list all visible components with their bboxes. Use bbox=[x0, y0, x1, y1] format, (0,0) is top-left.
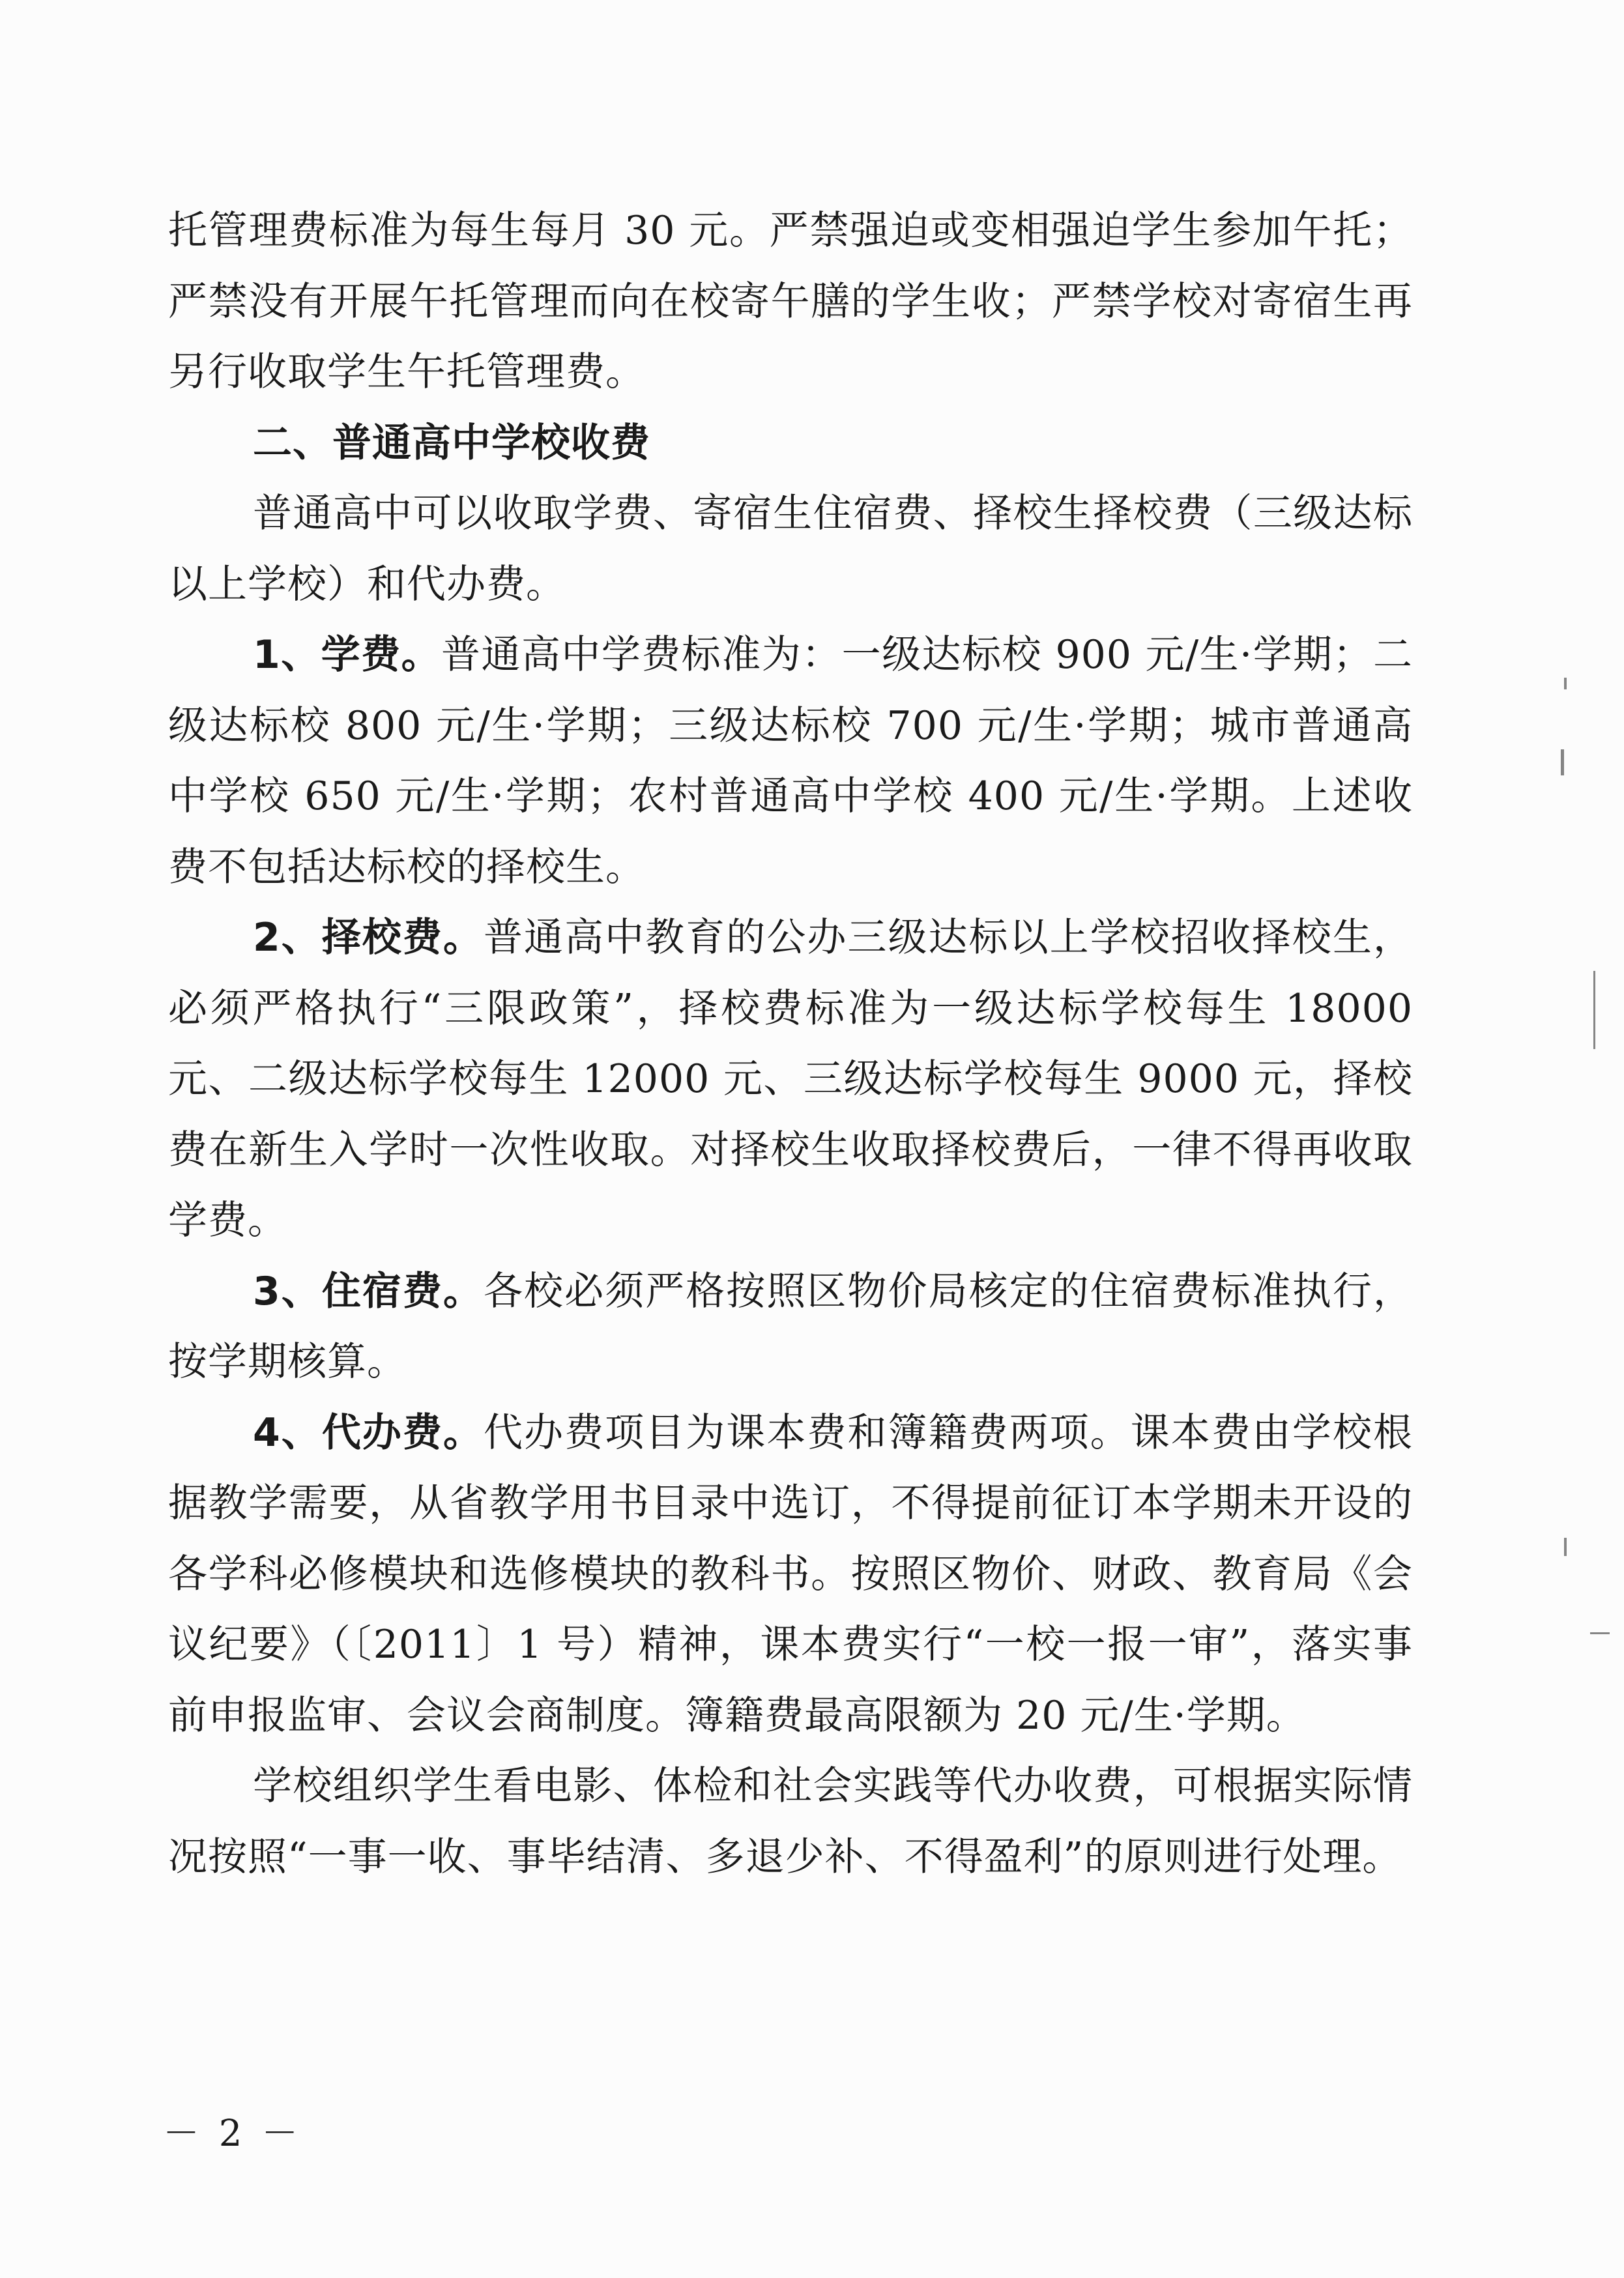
item-text: 普通高中教育的公办三级达标以上学校招收择校生，必须严格执行“三限政策”，择校费标准为一级达标学校每生 18000 元、二级达标学校每生 12000 元、三级达标学校每生 9000 元，择校费在新生入学时一次性收取。对择校生收取择校费后，一律不得再收取学费。 bbox=[168, 915, 1413, 1243]
item-lead: 2、择校费。 bbox=[253, 915, 484, 960]
paragraph-closing: 学校组织学生看电影、体检和社会实践等代办收费，可根据实际情况按照“一事一收、事毕结清、多退少补、不得盈利”的原则进行处理。 bbox=[168, 1763, 1413, 1880]
scan-mark bbox=[1590, 1632, 1610, 1634]
item-agency-fee bbox=[168, 1398, 1413, 1752]
scan-mark bbox=[1564, 1538, 1567, 1556]
item-text: 各校必须严格按照区物价局核定的住宿费标准执行，按学期核算。 bbox=[168, 1268, 1413, 1385]
item-text: 普通高中学费标准为：一级达标校 900 元/生·学期；二级达标校 800 元/生·学期；三级达标校 700 元/生·学期；城市普通高中学校 650 元/生·学期；农村普通高中学校 400 元/生·学期。上述收费不包括达标校的择校生。 bbox=[168, 632, 1414, 890]
item-school-choice-fee bbox=[168, 902, 1413, 1256]
item-lead: 3、住宿费。 bbox=[253, 1268, 484, 1314]
item-text: 代办费项目为课本费和簿籍费两项。课本费由学校根据教学需要，从省教学用书目录中选订，不得提前征订本学期未开设的各学科必修模块和选修模块的教科书。按照区物价、财政、教育局《会议纪要》（〔2011〕1 号）精神，课本费实行“一校一报一审”，落实事前申报监审、会议会商制度。簿籍费最高限额为 20 元/生·学期。 bbox=[168, 1409, 1413, 1738]
document-body bbox=[168, 195, 1413, 1892]
item-tuition bbox=[168, 620, 1413, 902]
paragraph-intro: 普通高中可以收取学费、寄宿生住宿费、择校生择校费（三级达标以上学校）和代办费。 bbox=[168, 491, 1413, 607]
page-number: － 2 － bbox=[163, 2112, 302, 2155]
scan-mark bbox=[1564, 678, 1567, 689]
item-accommodation-fee bbox=[168, 1256, 1413, 1398]
paragraph-continuation: 托管理费标准为每生每月 30 元。严禁强迫或变相强迫学生参加午托；严禁没有开展午托管理而向在校寄午膳的学生收；严禁学校对寄宿生再另行收取学生午托管理费。 bbox=[168, 208, 1413, 395]
item-lead: 1、学费。 bbox=[253, 632, 442, 678]
item-lead: 4、代办费。 bbox=[253, 1409, 484, 1456]
section-heading: 二、普通高中学校收费 bbox=[253, 420, 650, 466]
scan-mark bbox=[1561, 749, 1564, 775]
scan-mark bbox=[1593, 971, 1595, 1049]
